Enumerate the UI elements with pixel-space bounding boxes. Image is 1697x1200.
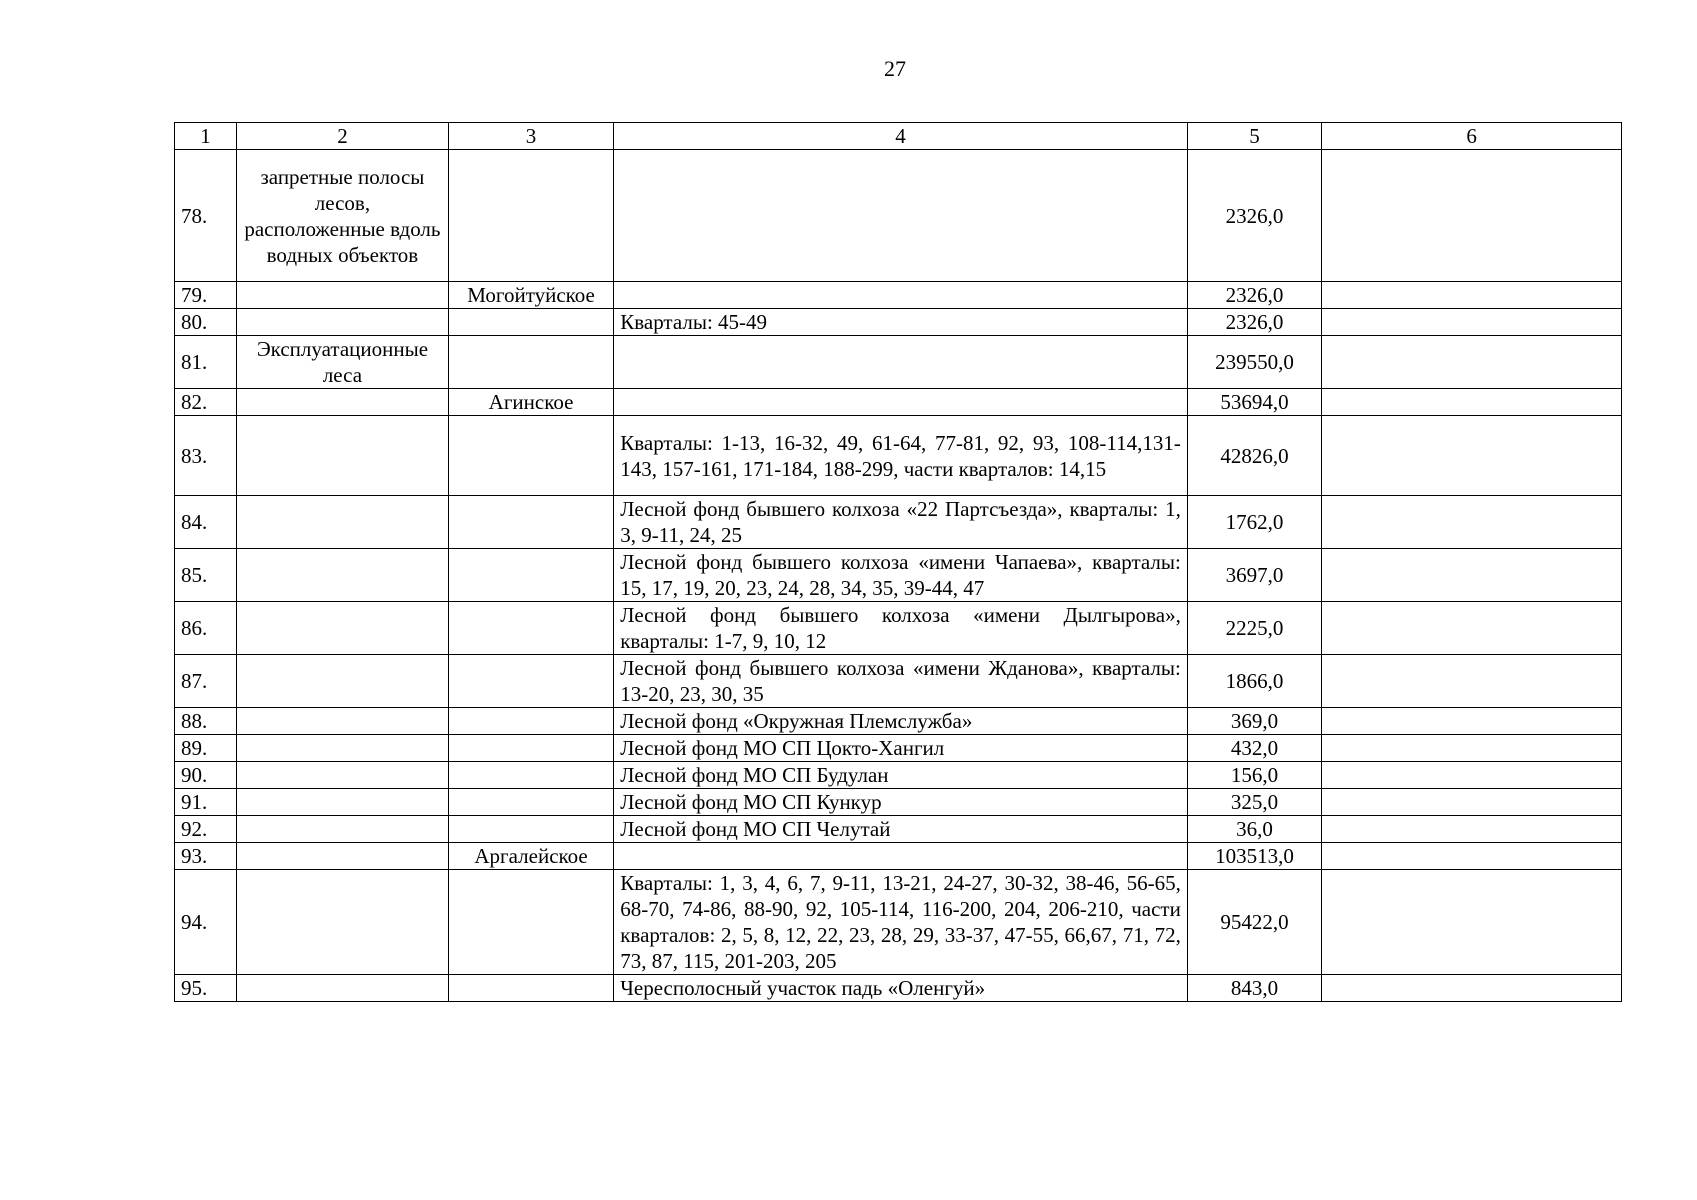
area-value: 239550,0: [1187, 336, 1321, 389]
column-header-5: 5: [1187, 123, 1321, 150]
forest-category: [237, 843, 449, 870]
location-description: Кварталы: 1, 3, 4, 6, 7, 9-11, 13-21, 24-27, 30-32, 38-46, 56-65, 68-70, 74-86, 88-90, 92, 105-114, 116-200, 204, 206-210, части кварталов: 2, 5, 8, 12, 22, 23, 28, 29, 33-37, 47-55, 66,67, 71, 72, 73, 87, 115, 201-203, 205: [614, 870, 1188, 975]
row-number: 88.: [175, 708, 237, 735]
area-value: 53694,0: [1187, 389, 1321, 416]
note-cell: [1322, 975, 1622, 1002]
forestry-district: [448, 655, 613, 708]
table-row: [175, 975, 1622, 1002]
page-number: 27: [884, 56, 906, 81]
forest-category: [237, 416, 449, 496]
note-cell: [1322, 870, 1622, 975]
forest-category: [237, 602, 449, 655]
row-number: 92.: [175, 816, 237, 843]
area-value: 103513,0: [1187, 843, 1321, 870]
location-description: Лесной фонд МО СП Цокто-Хангил: [614, 735, 1188, 762]
row-number: 94.: [175, 870, 237, 975]
note-cell: [1322, 150, 1622, 282]
note-cell: [1322, 762, 1622, 789]
row-number: 86.: [175, 602, 237, 655]
note-cell: [1322, 336, 1622, 389]
column-header-6: 6: [1322, 123, 1622, 150]
table-row: [175, 549, 1622, 602]
forestry-district: [448, 309, 613, 336]
forestry-district: [448, 336, 613, 389]
table-header-row: [175, 123, 1622, 150]
table-row: [175, 655, 1622, 708]
area-value: 843,0: [1187, 975, 1321, 1002]
column-header-4: 4: [614, 123, 1188, 150]
location-description: Кварталы: 1-13, 16-32, 49, 61-64, 77-81, 92, 93, 108-114,131-143, 157-161, 171-184, 188-299, части кварталов: 14,15: [614, 416, 1188, 496]
area-value: 2326,0: [1187, 150, 1321, 282]
table-row: [175, 789, 1622, 816]
location-description: [614, 843, 1188, 870]
location-description: Лесной фонд бывшего колхоза «имени Чапаева», кварталы: 15, 17, 19, 20, 23, 24, 28, 34, 35, 39-44, 47: [614, 549, 1188, 602]
table-row: [175, 282, 1622, 309]
area-value: 3697,0: [1187, 549, 1321, 602]
row-number: 93.: [175, 843, 237, 870]
area-value: 2326,0: [1187, 309, 1321, 336]
location-description: Лесной фонд бывшего колхоза «22 Партсъезда», кварталы: 1, 3, 9-11, 24, 25: [614, 496, 1188, 549]
table-row: [175, 150, 1622, 282]
table-row: [175, 870, 1622, 975]
forest-category: [237, 496, 449, 549]
area-value: 36,0: [1187, 816, 1321, 843]
location-description: [614, 282, 1188, 309]
forestry-district: [448, 549, 613, 602]
forest-category: [237, 282, 449, 309]
forest-category: [237, 549, 449, 602]
forest-category: [237, 975, 449, 1002]
forest-category: [237, 762, 449, 789]
row-number: 85.: [175, 549, 237, 602]
forestry-district: [448, 150, 613, 282]
location-description: [614, 336, 1188, 389]
forestry-district: Агинское: [448, 389, 613, 416]
forest-category: [237, 816, 449, 843]
area-value: 42826,0: [1187, 416, 1321, 496]
forest-category: [237, 708, 449, 735]
forestry-district: [448, 708, 613, 735]
row-number: 79.: [175, 282, 237, 309]
forestry-district: [448, 762, 613, 789]
table-row: [175, 762, 1622, 789]
area-value: 1866,0: [1187, 655, 1321, 708]
row-number: 84.: [175, 496, 237, 549]
table-row: [175, 843, 1622, 870]
table-row: [175, 389, 1622, 416]
area-value: 1762,0: [1187, 496, 1321, 549]
note-cell: [1322, 816, 1622, 843]
forest-category: запретные полосы лесов, расположенные вдоль водных объектов: [237, 150, 449, 282]
note-cell: [1322, 602, 1622, 655]
forestry-district: [448, 975, 613, 1002]
note-cell: [1322, 416, 1622, 496]
row-number: 95.: [175, 975, 237, 1002]
row-number: 80.: [175, 309, 237, 336]
forest-category: [237, 735, 449, 762]
row-number: 91.: [175, 789, 237, 816]
table-row: [175, 496, 1622, 549]
forestry-district: [448, 870, 613, 975]
note-cell: [1322, 549, 1622, 602]
area-value: 95422,0: [1187, 870, 1321, 975]
note-cell: [1322, 309, 1622, 336]
column-header-3: 3: [448, 123, 613, 150]
row-number: 78.: [175, 150, 237, 282]
forest-category: Эксплуатационные леса: [237, 336, 449, 389]
table-row: [175, 416, 1622, 496]
area-value: 156,0: [1187, 762, 1321, 789]
location-description: [614, 389, 1188, 416]
location-description: Чересполосный участок падь «Оленгуй»: [614, 975, 1188, 1002]
forestry-district: Аргалейское: [448, 843, 613, 870]
note-cell: [1322, 389, 1622, 416]
column-header-1: 1: [175, 123, 237, 150]
table-row: [175, 309, 1622, 336]
forest-category: [237, 655, 449, 708]
row-number: 87.: [175, 655, 237, 708]
note-cell: [1322, 843, 1622, 870]
table-row: [175, 602, 1622, 655]
location-description: Лесной фонд МО СП Челутай: [614, 816, 1188, 843]
forest-category: [237, 870, 449, 975]
forestry-district: [448, 816, 613, 843]
forest-category: [237, 309, 449, 336]
area-value: 432,0: [1187, 735, 1321, 762]
forestry-district: [448, 416, 613, 496]
forestry-district: [448, 496, 613, 549]
column-header-2: 2: [237, 123, 449, 150]
area-value: 2326,0: [1187, 282, 1321, 309]
area-value: 369,0: [1187, 708, 1321, 735]
note-cell: [1322, 496, 1622, 549]
row-number: 81.: [175, 336, 237, 389]
forestry-district: Могойтуйское: [448, 282, 613, 309]
table-row: [175, 336, 1622, 389]
row-number: 82.: [175, 389, 237, 416]
note-cell: [1322, 282, 1622, 309]
note-cell: [1322, 735, 1622, 762]
row-number: 90.: [175, 762, 237, 789]
table-row: [175, 816, 1622, 843]
location-description: Лесной фонд МО СП Будулан: [614, 762, 1188, 789]
table-row: [175, 708, 1622, 735]
forestry-district: [448, 602, 613, 655]
note-cell: [1322, 789, 1622, 816]
forest-table: [174, 122, 1622, 1002]
forest-category: [237, 389, 449, 416]
forest-category: [237, 789, 449, 816]
area-value: 325,0: [1187, 789, 1321, 816]
row-number: 83.: [175, 416, 237, 496]
forestry-district: [448, 735, 613, 762]
location-description: Лесной фонд бывшего колхоза «имени Дылгырова», кварталы: 1-7, 9, 10, 12: [614, 602, 1188, 655]
location-description: Кварталы: 45-49: [614, 309, 1188, 336]
location-description: Лесной фонд МО СП Кункур: [614, 789, 1188, 816]
note-cell: [1322, 655, 1622, 708]
location-description: Лесной фонд бывшего колхоза «имени Жданова», кварталы: 13-20, 23, 30, 35: [614, 655, 1188, 708]
note-cell: [1322, 708, 1622, 735]
forestry-district: [448, 789, 613, 816]
location-description: Лесной фонд «Окружная Племслужба»: [614, 708, 1188, 735]
location-description: [614, 150, 1188, 282]
row-number: 89.: [175, 735, 237, 762]
table-row: [175, 735, 1622, 762]
area-value: 2225,0: [1187, 602, 1321, 655]
